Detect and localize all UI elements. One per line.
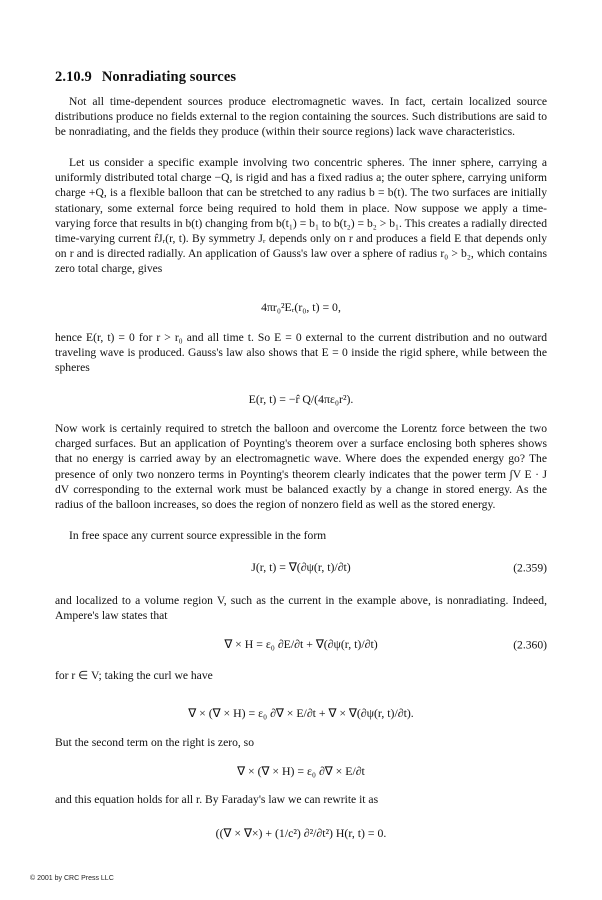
equation-number-2-359: (2.359) [513,561,547,574]
equation-2-359-body: J(r, t) = ∇(∂ψ(r, t)/∂t) [251,560,351,574]
paragraph-6: and localized to a volume region V, such as the current in the example above, is nonradiating. Indeed, Ampere's law states that [55,594,547,623]
paragraph-1: Not all time-dependent sources produce electromagnetic waves. In fact, certain localized source distributions produce no fields external to the region containing the sources. Such distributions are said to be nonradiating, and the fields they produce (within their source regions) lack wave characteristics. [55,95,547,139]
paragraph-9: and this equation holds for all r. By Faraday's law we can rewrite it as [55,793,379,806]
equation-2-360-body: ∇ × H = ε₀ ∂E/∂t + ∇(∂ψ(r, t)/∂t) [224,637,378,651]
equation-number-2-360: (2.360) [513,638,547,651]
paragraph-3: hence E(r, t) = 0 for r > r₀ and all time t. So E = 0 external to the current distribution and no outward traveling wave is produced. Gauss's law also shows that E = 0 inside the rigid sphere, while between the spheres [55,331,547,375]
paragraph-4: Now work is certainly required to stretch the balloon and overcome the Lorentz force between the two charged surfaces. But an application of Poynting's theorem over a surface enclosing both spheres shows that no energy is carried away by an electromagnetic wave. Where does the expended energy go? The presence of only two nonzero terms in Poynting's theorem clearly indicates that the power term ∫V E · J dV corresponding to the external work must be balanced exactly by a change in stored energy. As the radius of the balloon increases, so does the region of nonzero field as well as the stored energy. [55,422,547,512]
section-number: 2.10.9 [55,69,92,85]
section-title: Nonradiating sources [101,69,237,85]
equation-curl-reduced: ∇ × (∇ × H) = ε₀ ∂∇ × E/∂t [237,764,365,778]
equation-wave: ((∇ × ∇×) + (1/c²) ∂²/∂t²) H(r, t) = 0. [215,826,387,840]
equation-2-359 [55,560,547,575]
paragraph-7: for r ∈ V; taking the curl we have [55,669,213,682]
equation-field-between: E(r, t) = −r̂ Q/(4πε₀r²). [248,392,354,406]
copyright-footer: © 2001 by CRC Press LLC [30,875,114,882]
equation-2-360 [55,637,547,652]
equation-curl: ∇ × (∇ × H) = ε₀ ∂∇ × E/∂t + ∇ × ∇(∂ψ(r, t)/∂t). [188,706,414,720]
paragraph-8: But the second term on the right is zero, so [55,736,254,749]
section-heading [55,69,236,86]
paragraph-2: Let us consider a specific example involving two concentric spheres. The inner sphere, carrying a uniformly distributed total charge −Q, is rigid and has a fixed radius a; the outer sphere, carrying uniform charge +Q, is a flexible balloon that can be stretched to any radius b = b(t). The two surfaces are initially stationary, some external force being required to hold them in place. Now suppose we apply a time-varying force that results in b(t) changing from b(t₁) = b₁ to b(t₂) = b₂ > b₁. This creates a radially directed time-varying current r̂Jᵣ(r, t). By symmetry Jᵣ depends only on r and produces a field E that depends only on r and is directed radially. An application of Gauss's law over a sphere of radius r₀ > b₂, which contains zero total charge, gives [55,156,547,276]
equation-gauss: 4πr₀²Eᵣ(r₀, t) = 0, [261,300,341,314]
paragraph-5: In free space any current source expressible in the form [69,529,327,542]
